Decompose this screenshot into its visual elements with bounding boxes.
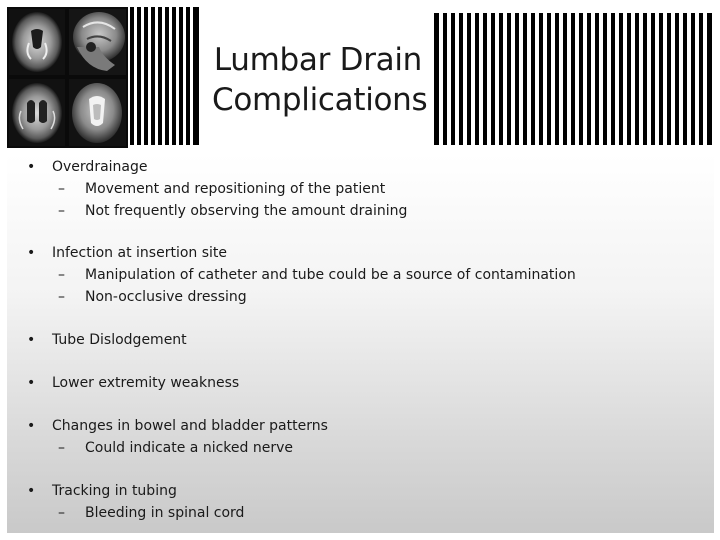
bullet-marker: • [27, 418, 36, 434]
sub-bullet-marker: – [58, 267, 65, 283]
bullet-item [27, 242, 707, 308]
bullet-text: Lower extremity weakness [52, 375, 240, 391]
bullet-item [27, 329, 707, 351]
bullet-item [27, 480, 707, 524]
bullet-text: Changes in bowel and bladder patterns [52, 418, 328, 434]
bullet-text: Tube Dislodgement [52, 332, 187, 348]
sub-bullet-text: Not frequently observing the amount draining [85, 203, 408, 219]
sub-bullet-marker: – [58, 203, 65, 219]
sub-bullet-text: Bleeding in spinal cord [85, 505, 245, 521]
decorative-stripes-right [434, 13, 714, 145]
bullet-marker: • [27, 159, 36, 175]
bullet-marker: • [27, 245, 36, 261]
sub-bullet-marker: – [58, 440, 65, 456]
slide-title [212, 40, 428, 120]
brain-scan-icon [9, 79, 65, 146]
mri-image-collage [7, 7, 128, 148]
sub-bullet-text: Manipulation of catheter and tube could be a source of contamination [85, 267, 576, 283]
bullet-text: Overdrainage [52, 159, 148, 175]
bullet-text: Tracking in tubing [52, 483, 177, 499]
bullet-item [27, 372, 707, 394]
bullet-marker: • [27, 483, 36, 499]
sub-bullet-text: Movement and repositioning of the patient [85, 181, 386, 197]
brain-scan-icon [69, 79, 126, 146]
bullet-item [27, 156, 707, 222]
title-line-2: Complications [212, 82, 428, 118]
decorative-stripes-left [128, 7, 202, 145]
brain-scan-icon [9, 9, 65, 75]
sub-bullet-marker: – [58, 505, 65, 521]
bullet-text: Infection at insertion site [52, 245, 228, 261]
brain-scan-icon [69, 9, 126, 75]
sub-bullet-text: Could indicate a nicked nerve [85, 440, 293, 456]
sub-bullet-marker: – [58, 181, 65, 197]
bullet-item [27, 415, 707, 459]
bullet-marker: • [27, 332, 36, 348]
sub-bullet-marker: – [58, 289, 65, 305]
sub-bullet-text: Non-occlusive dressing [85, 289, 247, 305]
title-line-1: Lumbar Drain [213, 42, 422, 78]
bullet-marker: • [27, 375, 36, 391]
